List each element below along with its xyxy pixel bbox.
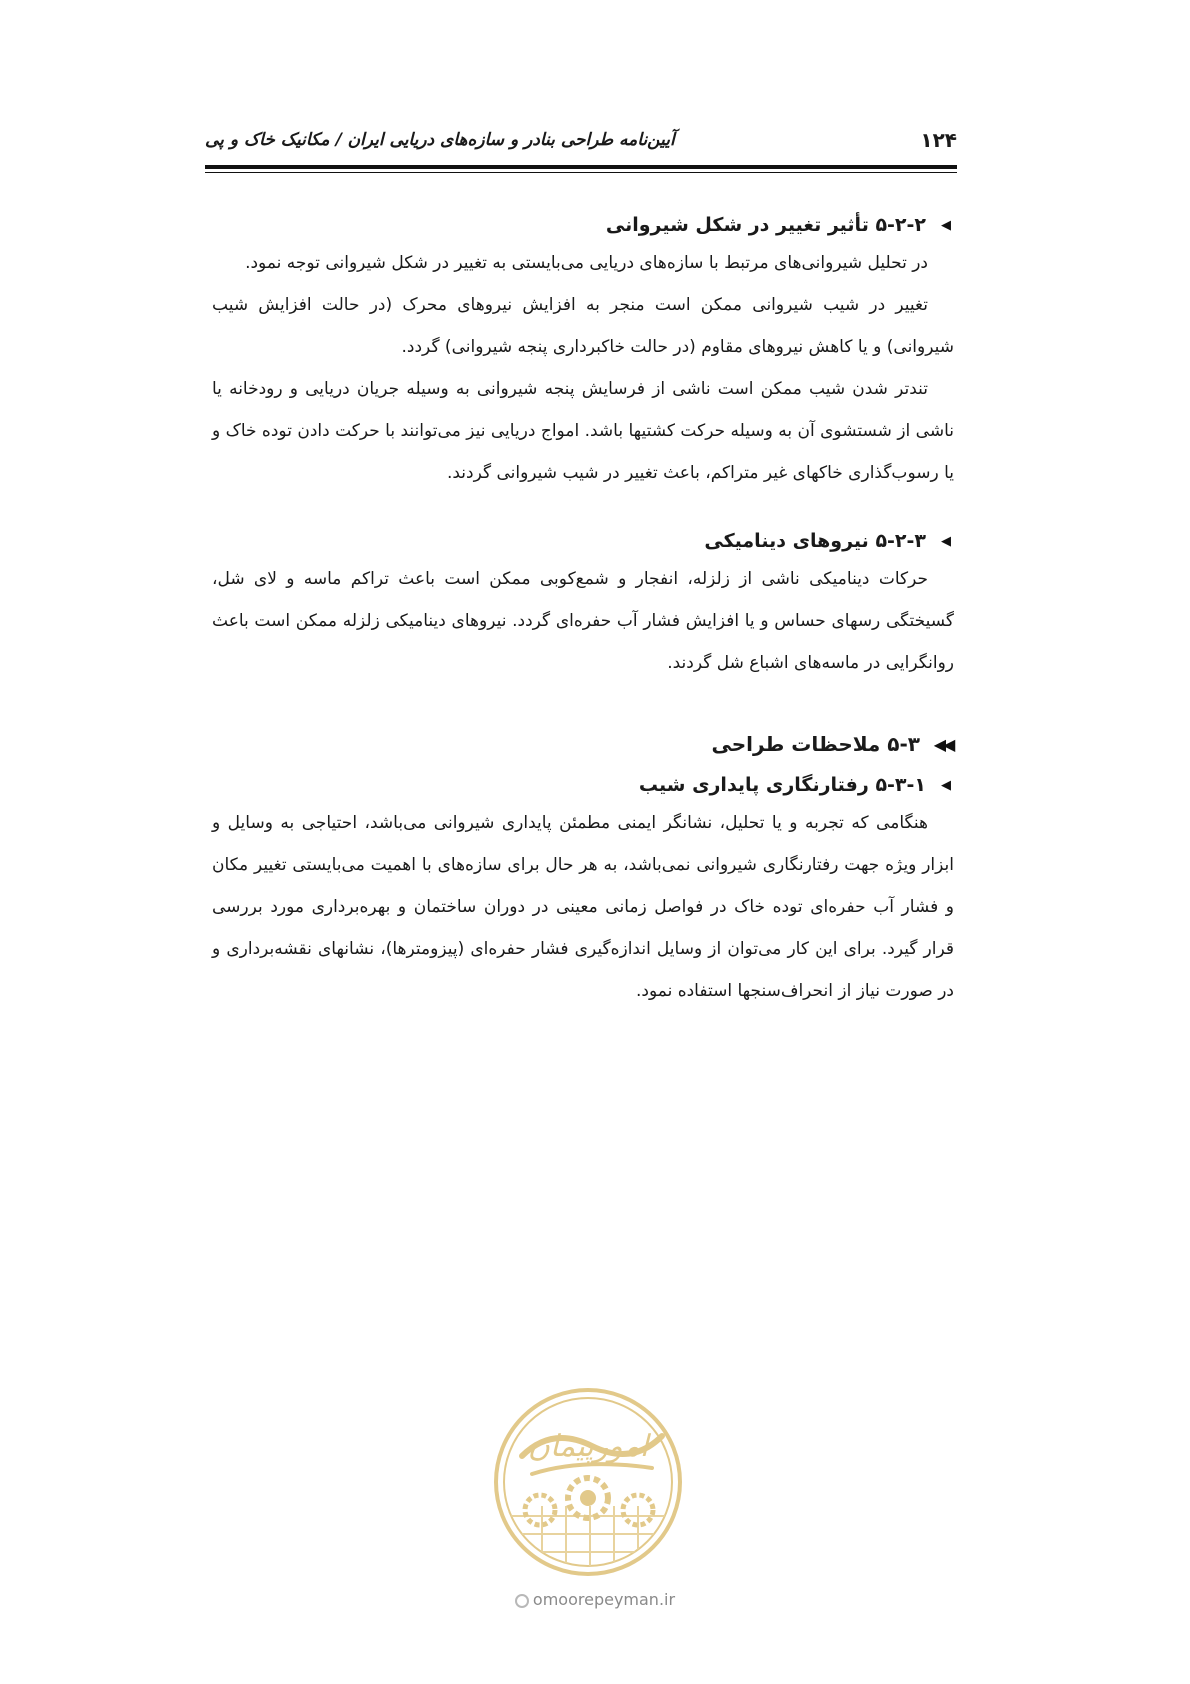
seal-logo-text: امورپیمان bbox=[527, 1429, 649, 1464]
page-header bbox=[205, 128, 957, 158]
heading-text: ۵-۳ ملاحظات طراحی bbox=[711, 732, 920, 756]
paragraph: حرکات دینامیکی ناشی از زلزله، انفجار و شمع‌کوبی ممکن است باعث تراکم ماسه و لای شل، گسیختگی رسهای حساس و یا افزایش فشار آب حفره‌ای گردد. نیروهای دینامیکی زلزله ممکن است باعث روانگرایی در ماسه‌های اشباع شل گردند. bbox=[212, 569, 954, 673]
heading-text: ۵-۳-۱ رفتارنگاری پایداری شیب bbox=[638, 774, 926, 796]
double-bullet-icon: ◀◀ bbox=[933, 734, 953, 754]
watermark-site-text: omoorepeyman.ir bbox=[532, 1590, 676, 1609]
paragraph: تندتر شدن شیب ممکن است ناشی از فرسایش پنجه شیروانی به وسیله جریان دریایی و رودخانه یا ناشی از شستشوی آن به وسیله حرکت کشتیها باشد. امواج دریایی نیز می‌توانند با حرکت دادن توده خاک و یا رسوب‌گذاری خاکهای غیر متراکم، باعث تغییر در شیب شیروانی گردند. bbox=[212, 379, 954, 483]
page-content bbox=[212, 178, 954, 1012]
section-heading-5-3 bbox=[212, 732, 954, 756]
bullet-triangle-icon: ◀ bbox=[941, 217, 951, 233]
globe-icon bbox=[515, 1594, 529, 1608]
watermark-site bbox=[0, 1590, 1190, 1609]
section-heading-5-2-3 bbox=[212, 530, 954, 552]
seal-logo-icon bbox=[492, 1386, 684, 1578]
section-heading-5-2-2 bbox=[212, 214, 954, 236]
bullet-triangle-icon: ◀ bbox=[941, 533, 951, 549]
section-heading-5-3-1 bbox=[212, 774, 954, 796]
paragraph: هنگامی که تجربه و یا تحلیل، نشانگر ایمنی مطمئن پایداری شیروانی می‌باشد، احتیاجی به وسایل و ابزار ویژه جهت رفتارنگاری شیروانی نمی‌باشد، به هر حال برای سازه‌های با اهمیت می‌بایستی تغییر مکان و فشار آب حفره‌ای توده خاک در فواصل زمانی معینی در دوران ساختمان و بهره‌برداری مورد بررسی قرار گیرد. برای این کار می‌توان از وسایل اندازه‌گیری فشار حفره‌ای (پیزومترها)، نشانهای نقشه‌برداری و در صورت نیاز از انحراف‌سنجها استفاده نمود. bbox=[212, 813, 954, 1001]
heading-text: ۵-۲-۳ نیروهای دینامیکی bbox=[704, 530, 926, 552]
paragraph: تغییر در شیب شیروانی ممکن است منجر به افزایش نیروهای محرک (در حالت افزایش شیب شیروانی) و یا کاهش نیروهای مقاوم (در حالت خاکبرداری پنجه شیروانی) گردد. bbox=[212, 295, 954, 357]
page-number: ۱۲۴ bbox=[920, 128, 957, 152]
header-rule-thin bbox=[205, 172, 957, 173]
paragraph: در تحلیل شیروانی‌های مرتبط با سازه‌های دریایی می‌بایستی به تغییر در شکل شیروانی توجه نمود. bbox=[245, 253, 928, 273]
bullet-triangle-icon: ◀ bbox=[941, 777, 951, 793]
watermark-seal bbox=[492, 1386, 684, 1578]
heading-text: ۵-۲-۲ تأثیر تغییر در شکل شیروانی bbox=[605, 214, 926, 236]
running-title: آیین‌نامه طراحی بنادر و سازه‌های دریایی ایران / مکانیک خاک و پی bbox=[205, 130, 675, 150]
header-rule-thick bbox=[205, 165, 957, 169]
